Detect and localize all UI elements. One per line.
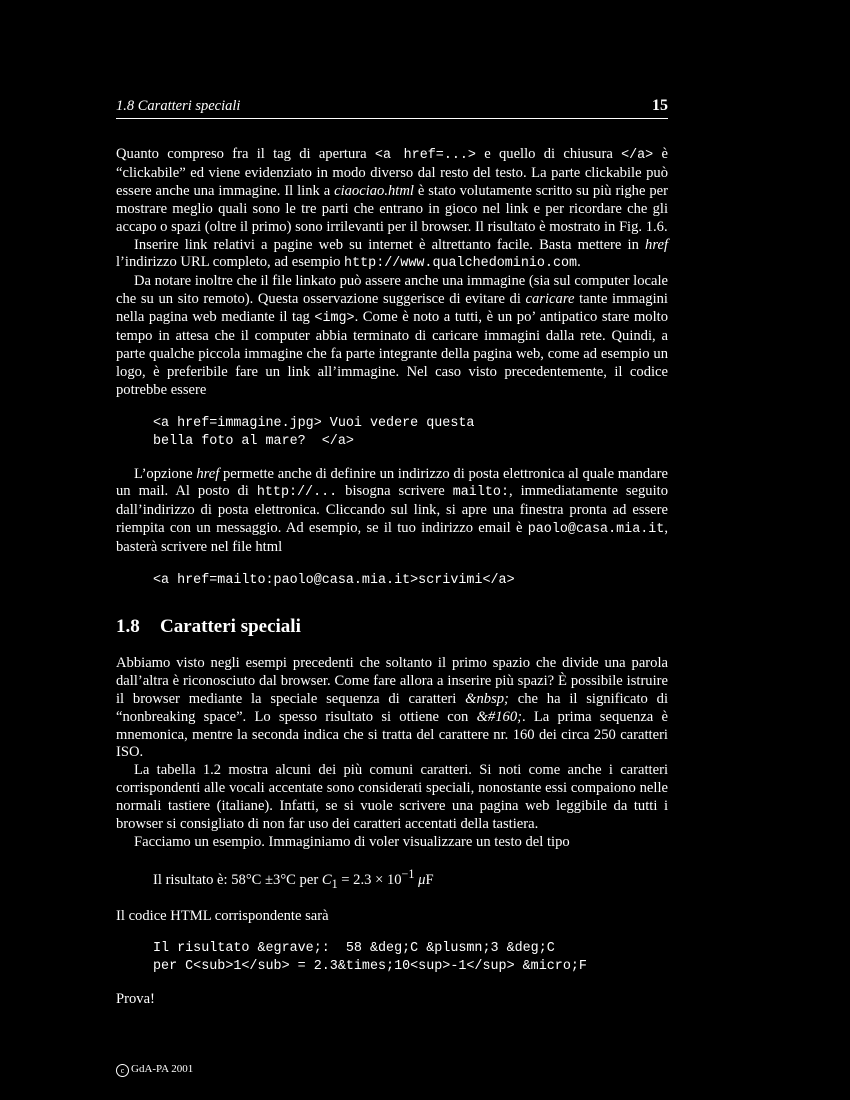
emphasis: href [196, 465, 220, 482]
inline-code: <img> [314, 311, 355, 327]
paragraph: Da notare inoltre che il file linkato può assere anche una immagine (sia sul computer locale che su un sito remoto). Questa osservazione suggerisce di evitare di caricare tante immagini nella pagina web mediante il tag <img>. Come è noto a tutti, è un po’ antipatico stare molto tempo in attesa che il computer abbia terminato di caricare immagini dalla rete. Quindi, a parte qualche piccola immagine che fa parte integrante della pagina web, come ad esempio un logo, è preferibile fare un link all’immagine. Nel caso visto precedentemente, il codice potrebbe essere [116, 273, 668, 398]
inline-code: paolo@casa.mia.it [527, 522, 665, 538]
running-header [116, 98, 668, 119]
paragraph: Facciamo un esempio. Immaginiamo di voler visualizzare un testo del tipo [134, 834, 570, 850]
emphasis: &nbsp; [465, 690, 509, 707]
code-block [116, 415, 668, 451]
footer [116, 1063, 193, 1077]
inline-code: <a href=...> [374, 148, 476, 163]
paragraph: Quanto compreso fra il tag di apertura <a href=...> e quello di chiusura </a> è “clickabile” ed viene evidenziato in modo diverso dal resto del testo. La parte clickabile può essere anche una immagine. Il link a ciaociao.html è stato volutamente scritto su più righe per mostrare meglio quali sono le tre parti che entrano in gioco nel link e per ricordare che gli accapo o spazi (oltre il primo) sono irrilevanti per il browser. Il risultato è mostrato in Fig. 1.6. [116, 146, 668, 235]
code-line: bella foto al mare? </a> [153, 433, 354, 449]
inline-code: http://www.qualchedominio.com [344, 256, 578, 272]
code-line: <a href=immagine.jpg> Vuoi vedere questa [153, 415, 475, 431]
section-heading [116, 616, 668, 638]
code-block [116, 940, 668, 976]
emphasis: ciaociao.html [334, 182, 414, 199]
body-text [116, 146, 668, 1009]
paragraph: Abbiamo visto negli esempi precedenti che soltanto il primo spazio che divide una parola dall’altra è riconosciuto dal browser. Come fare allora a inserire più spazi? È possibile istruire il browser mediante la speciale sequenza di caratteri &nbsp; che ha il significato di “nonbreaking space”. Lo spesso risultato si ottiene con &#160;. La prima sequenza è mnemonica, mentre la seconda indica che si tratta del carattere nr. 160 dei circa 250 caratteri ISO. [116, 654, 668, 761]
section-number: 1.8 [116, 615, 140, 637]
footer-text: GdA-PA 2001 [131, 1063, 194, 1075]
inline-code: http://... [256, 485, 338, 501]
code-line: per C<sub>1</sub> = 2.3&times;10<sup>-1</sup> &micro;F [153, 959, 587, 975]
running-title: 1.8 Caratteri speciali [116, 98, 241, 114]
paragraph: Prova! [116, 991, 155, 1008]
section-title: Caratteri speciali [160, 615, 301, 637]
inline-code: mailto: [452, 485, 509, 501]
paragraph: L’opzione href permette anche di definire un indirizzo di posta elettronica al quale mandare un mail. Al posto di http://... bisogna scrivere mailto:, immediatamente seguito dall’indirizzo di posta elettronica. Cliccando sul link, si apre una finestra pronta ad essere riempita con un messaggio. Ad esempio, se il tuo indirizzo email è paolo@casa.mia.it, basterà scrivere nel file html [116, 465, 669, 556]
code-line: Il risultato &egrave;: 58 &deg;C &plusmn;3 &deg;C [153, 941, 555, 957]
emphasis: &#160; [476, 708, 522, 725]
page-number: 15 [652, 97, 668, 114]
code-line: <a href=mailto:paolo@casa.mia.it>scrivimi</a> [153, 573, 515, 589]
emphasis: caricare [525, 291, 575, 308]
paragraph: Inserire link relativi a pagine web su internet è altrettanto facile. Basta mettere in href l’indirizzo URL completo, ad esempio http://www.qualchedominio.com. [116, 236, 668, 272]
formula: Il risultato è: 58°C ±3°C per $C_1 = 2.3 \times 10^{-1}$ μF [153, 866, 434, 891]
inline-code: </a> [621, 148, 654, 163]
paragraph: Il codice HTML corrispondente sarà [116, 907, 329, 924]
code-block [116, 572, 668, 590]
copyright-icon: c [116, 1064, 129, 1077]
emphasis: href [645, 236, 668, 253]
paragraph: La tabella 1.2 mostra alcuni dei più comuni caratteri. Si noti come anche i caratteri corrispondenti alle vocali accentate sono considerati speciali, nonostante essi compaiono nelle normali tastiere (italiane). Infatti, se si vuole scrivere una pagina web leggibile da tutti i browser si consigliato di non far uso dei caratteri accentati della tastiera. [116, 762, 668, 833]
